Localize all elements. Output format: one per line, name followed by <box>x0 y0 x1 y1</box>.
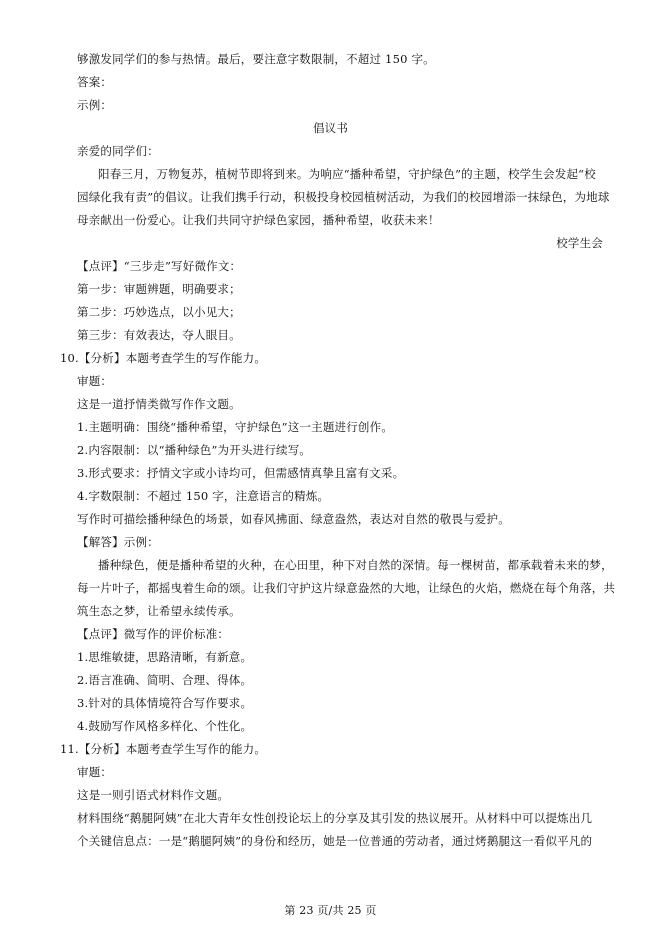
page-footer: 第 23 页/共 25 页 <box>284 904 377 917</box>
text-line: 1.主题明确：围绕“播种希望，守护绿色”这一主题进行创作。 <box>77 420 394 434</box>
text-line: 第二步：巧妙选点，以小见大； <box>77 305 241 319</box>
text-line: 材料围绕“鹅腿阿姨”在北大青年女性创投论坛上的分享及其引发的热议展开。从材料中可以提炼出几 <box>77 811 593 825</box>
text-line: 3.形式要求：抒情文字或小诗均可，但需感情真挚且富有文采。 <box>77 466 405 480</box>
text-line: 个关键信息点：一是“鹅腿阿姨”的身份和经历，她是一位普通的劳动者，通过烤鹅腿这一看似平凡的 <box>77 834 593 848</box>
text-line: 第三步：有效表达，夺人眼目。 <box>77 328 241 342</box>
proposal-title: 倡议书 <box>312 121 349 135</box>
question-heading: 10.【分析】本题考查学生的写作能力。 <box>60 351 267 365</box>
text-line: 这是一则引语式材料作文题。 <box>77 788 230 802</box>
question-heading: 11.【分析】本题考查学生写作的能力。 <box>60 742 267 756</box>
text-line: 示例： <box>77 98 113 112</box>
text-line: 3.针对的具体情境符合写作要求。 <box>77 696 253 710</box>
text-line: 筑生态之梦，让希望永续传承。 <box>77 604 241 618</box>
text-line: 2.语言准确、简明、合理、得体。 <box>77 673 253 687</box>
text-line: 园绿化我有责”的倡议。让我们携手行动，积极投身校园植树活动，为我们的校园增添一抹绿色，为地球 <box>77 190 610 204</box>
text-line: 2.内容限制：以“播种绿色”为开头进行续写。 <box>77 443 312 457</box>
text-line: 第一步：审题辨题，明确要求； <box>77 282 241 296</box>
text-line: 够激发同学们的参与热情。最后，要注意字数限制，不超过 150 字。 <box>77 52 435 66</box>
text-line: 审题： <box>77 765 113 779</box>
text-line: 这是一道抒情类微写作作文题。 <box>77 397 241 411</box>
text-line: 【点评】微写作的评价标准： <box>77 627 230 641</box>
text-line: 1.思维敏捷，思路清晰，有新意。 <box>77 650 253 664</box>
text-line: 写作时可描绘播种绿色的场景，如春风拂面、绿意盎然，表达对自然的敬畏与爱护。 <box>77 512 510 526</box>
text-line: 母亲献出一份爱心。让我们共同守护绿色家园，播种希望，收获未来！ <box>77 213 440 227</box>
text-line: 4.鼓励写作风格多样化、个性化。 <box>77 719 253 733</box>
text-line: 亲爱的同学们： <box>77 144 159 158</box>
text-line: 每一片叶子，都摇曳着生命的颂。让我们守护这片绿意盎然的大地，让绿色的火焰，燃烧在每个角落，共 <box>77 581 616 595</box>
text-line: 4.字数限制：不超过 150 字，注意语言的精炼。 <box>77 489 330 503</box>
text-line: 阳春三月，万物复苏，植树节即将到来。为响应“播种希望，守护绿色”的主题，校学生会发起“校 <box>98 167 596 181</box>
text-line: 播种绿色，便是播种希望的火种，在心田里，种下对自然的深情。每一棵树苗，都承载着未来的梦， <box>98 558 613 572</box>
signature-text: 校学生会 <box>556 236 603 250</box>
text-line: 答案： <box>77 75 113 89</box>
text-line: 【点评】“三步走”写好微作文： <box>77 259 242 273</box>
text-line: 【解答】示例： <box>77 535 159 549</box>
text-line: 审题： <box>77 374 113 388</box>
